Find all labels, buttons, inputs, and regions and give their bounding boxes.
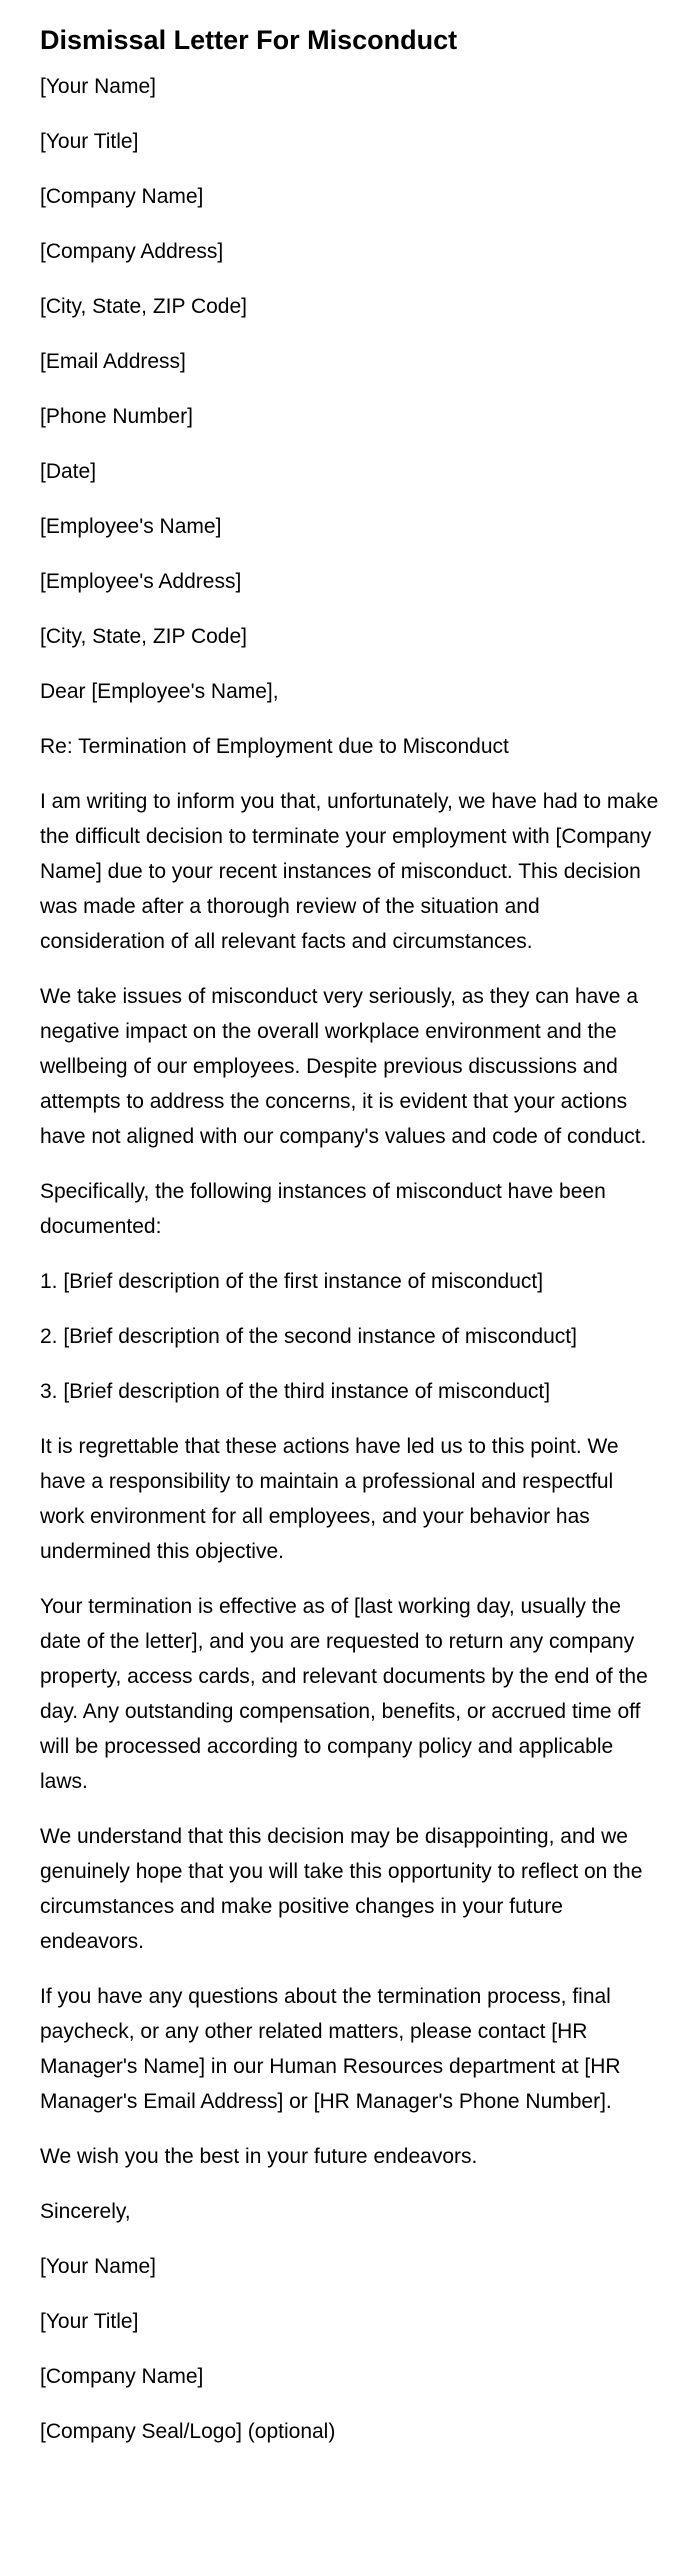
letter-body <box>40 784 660 2174</box>
misconduct-item: 2. [Brief description of the second instance of misconduct] <box>40 1325 577 1348</box>
body-paragraph: If you have any questions about the termination process, final paycheck, or any other related matters, please contact [HR Manager's Name] in our Human Resources department at [HR Manager's Email Address] or [HR Manager's Phone Number]. <box>40 1985 621 2113</box>
sender-block <box>40 69 660 434</box>
sender-city-state-zip: [City, State, ZIP Code] <box>40 295 247 318</box>
misconduct-item: 3. [Brief description of the third instance of misconduct] <box>40 1380 551 1403</box>
body-paragraph: We take issues of misconduct very seriously, as they can have a negative impact on the overall workplace environment and the wellbeing of our employees. Despite previous discussions and attempts to address the concerns, it is evident that your actions have not aligned with our company's values and code of conduct. <box>40 985 647 1148</box>
signature-company: [Company Name] <box>40 2365 204 2388</box>
sender-title: [Your Title] <box>40 130 139 153</box>
sender-company: [Company Name] <box>40 185 204 208</box>
body-paragraph: Specifically, the following instances of misconduct have been documented: <box>40 1180 606 1238</box>
recipient-address: [Employee's Address] <box>40 570 242 593</box>
recipient-name: [Employee's Name] <box>40 515 222 538</box>
body-paragraph: We wish you the best in your future endeavors. <box>40 2145 478 2168</box>
signature-block <box>40 2249 660 2449</box>
signature-title: [Your Title] <box>40 2310 139 2333</box>
sender-address: [Company Address] <box>40 240 224 263</box>
sender-phone: [Phone Number] <box>40 405 193 428</box>
sender-name: [Your Name] <box>40 75 156 98</box>
recipient-city-state-zip: [City, State, ZIP Code] <box>40 625 247 648</box>
salutation: Dear [Employee's Name], <box>40 680 279 703</box>
subject-line: Re: Termination of Employment due to Misconduct <box>40 735 509 758</box>
body-paragraph: I am writing to inform you that, unfortunately, we have had to make the difficult decision to terminate your employment with [Company Name] due to your recent instances of misconduct. This decision was made after a thorough review of the situation and consideration of all relevant facts and circumstances. <box>40 790 659 953</box>
body-paragraph: It is regrettable that these actions have led us to this point. We have a responsibility to maintain a professional and respectful work environment for all employees, and your behavior has undermined this objective. <box>40 1435 619 1563</box>
document-title: Dismissal Letter For Misconduct <box>40 25 458 55</box>
signature-seal: [Company Seal/Logo] (optional) <box>40 2420 336 2443</box>
sender-email: [Email Address] <box>40 350 186 373</box>
signature-name: [Your Name] <box>40 2255 156 2278</box>
body-paragraph: We understand that this decision may be disappointing, and we genuinely hope that you will take this opportunity to reflect on the circumstances and make positive changes in your future endeavors. <box>40 1825 643 1953</box>
letter-date: [Date] <box>40 460 97 483</box>
closing: Sincerely, <box>40 2200 131 2223</box>
recipient-block <box>40 509 660 654</box>
body-paragraph: Your termination is effective as of [last working day, usually the date of the letter], and you are requested to return any company property, access cards, and relevant documents by the end of the day. Any outstanding compensation, benefits, or accrued time off will be processed according to company policy and applicable laws. <box>40 1595 648 1793</box>
misconduct-item: 1. [Brief description of the first instance of misconduct] <box>40 1270 544 1293</box>
